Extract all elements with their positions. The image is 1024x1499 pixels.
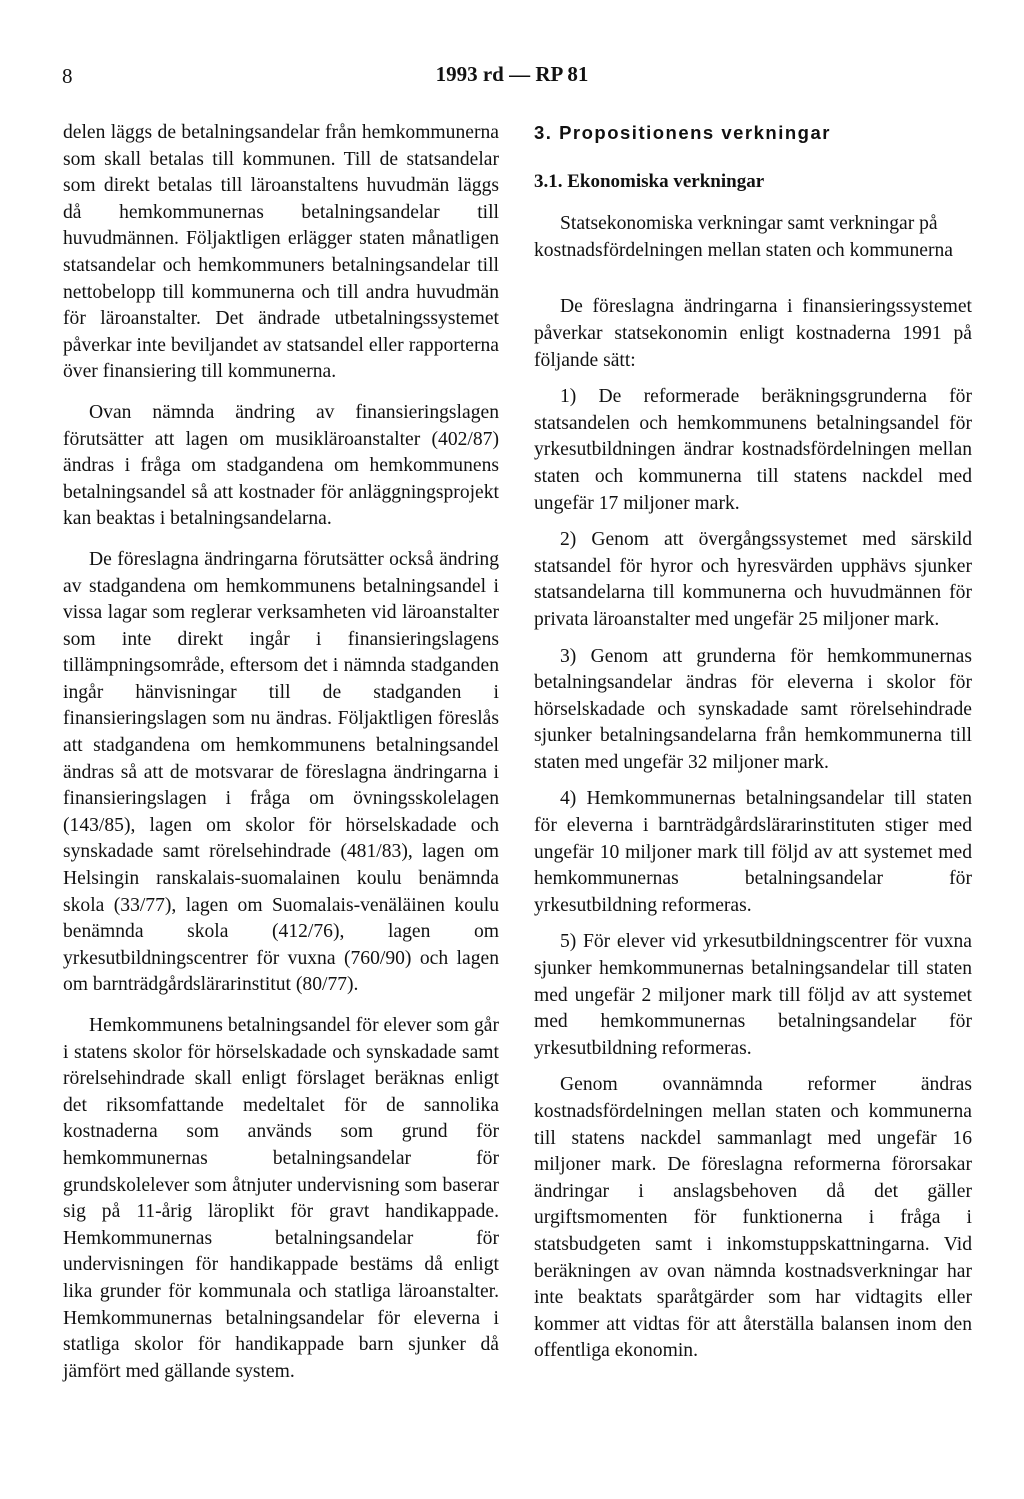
paragraph: Ovan nämnda ändring av finansieringslagen förutsätter att lagen om musikläroanstalter (402/87) ändras i fråga om stadgandena om hemkommunens betalningsandel så att kostnader för anläggningsprojekt kan beaktas i betalningsandelarna. bbox=[63, 401, 499, 530]
list-item: 2) Genom att övergångssystemet med särskild statsandel för hyror och hyresvärden upphävs sjunker statsandelarna till kommunerna och huvudmännen för privata läroanstalter med ungefär 25 miljoner mark. bbox=[534, 529, 972, 630]
paragraph: De föreslagna ändringarna förutsätter också ändring av stadgandena om hemkommunens betalningsandel i vissa lagar som reglerar verksamheten vid läroanstalter som inte direkt ingår i finansieringslagens tillämpningsområde, eftersom det i nämnda stadganden ingår hänvisningar till de stadganden i finansieringslagen som nu ändras. Följaktligen föreslås att stadgandena om hemkommunens betalningsandel ändras så att de motsvarar de föreslagna ändringarna i finansieringslagen i fråga om övningsskolelagen (143/85), lagen om skolor för hörselskadade och synskadade samt rörelsehindrade (481/83), lagen om Helsingin ranskalais-suomalainen koulu benämnda skola (33/77), lagen om Suomalais-venäläinen koulu benämnda skola (412/76), lagen om yrkesutbildningscentrer för vuxna (760/90) och lagen om barnträdgårdslärarinstitut (80/77). bbox=[63, 548, 499, 996]
paragraph: Statsekonomiska verkningar samt verkningar på kostnadsfördelningen mellan staten och kommunerna bbox=[534, 213, 953, 261]
section-heading: 3. Propositionens verkningar bbox=[534, 122, 831, 143]
paragraph: delen läggs de betalningsandelar från hemkommunerna som skall betalas till kommunen. Till de statsandelar som direkt betalas till läroanstaltens huvudmän läggs då hemkommunernas betalningsandelar till huvudmännen. Följaktligen erlägger staten månatligen statsandelar och hemkommuners betalningsandelar till nettobelopp till kommunerna och till andra huvudmän för läroanstalter. Det ändrade utbetalningssystemet påverkar inte beviljandet av statsandel eller rapporterna över finansiering till kommunerna. bbox=[63, 122, 499, 383]
page-number: 8 bbox=[62, 64, 73, 88]
right-column bbox=[534, 120, 972, 1379]
paragraph: De föreslagna ändringarna i finansieringssystemet påverkar statsekonomin enligt kostnaderna 1991 på följande sätt: bbox=[534, 296, 972, 371]
paragraph: Hemkommunens betalningsandel för elever som går i statens skolor för hörselskadade och synskadade samt rörelsehindrade skall enligt förslaget beräknas enligt det riksomfattande medeltalet för de sannolika kostnaderna som används som grund för hemkommunernas betalningsandelar för grundskolelever som åtnjuter undervisning som baserar sig på 11-årig läroplikt för gravt handikappade. Hemkommunernas betalningsandelar för undervisningen för handikappade bestäms då enligt lika grunder för kommunala och statliga läroanstalter. Hemkommunernas betalningsandelar för eleverna i statliga skolor för handikappade barn sjunker då jämfört med gällande system. bbox=[63, 1015, 499, 1382]
subsection-heading: 3.1. Ekonomiska verkningar bbox=[534, 170, 765, 192]
list-item: 1) De reformerade beräkningsgrunderna för statsandelen och hemkommunens betalningsandel för yrkesutbildningen ändrar kostnadsfördelningen mellan staten och kommunerna till statens nackdel med ungefär 17 miljoner mark. bbox=[534, 386, 972, 514]
list-item: 3) Genom att grunderna för hemkommunernas betalningsandelar ändras för eleverna i skolor för hörselskadade och synskadade samt rörelsehindrade sjunker betalningsandelarna från hemkommunerna till staten med ungefär 32 miljoner mark. bbox=[534, 645, 972, 773]
list-item: 4) Hemkommunernas betalningsandelar till staten för eleverna i barnträdgårdslärarinstituten stiger med ungefär 10 miljoner mark till följd av att systemet med hemkommunernas betalningsandelar för yrkesutbildning reformeras. bbox=[534, 788, 972, 916]
running-title: 1993 rd — RP 81 bbox=[435, 62, 589, 86]
paragraph: Genom ovannämnda reformer ändras kostnadsfördelningen mellan staten och kommunerna till statens nackdel sammanlagt med ungefär 16 miljoner mark. De föreslagna reformerna förorsakar ändringar i anslagsbehoven då det gäller urgiftsmomenten för funktionerna i fråga i statsbudgeten samt i inkomstuppskattningarna. Vid beräkningen av ovan nämnda kostnadsverkningar har inte beaktats sparåtgärder som har vidtagits eller kommer att vidtas för att återställa balansen inom den offentliga ekonomin. bbox=[534, 1074, 972, 1362]
left-column bbox=[63, 120, 499, 1399]
list-item: 5) För elever vid yrkesutbildningscentrer för vuxna sjunker hemkommunernas betalningsandelar till staten med ungefär 2 miljoner mark till följd av att systemet med hemkommunernas betalningsandelar för yrkesutbildning reformeras. bbox=[534, 931, 972, 1059]
